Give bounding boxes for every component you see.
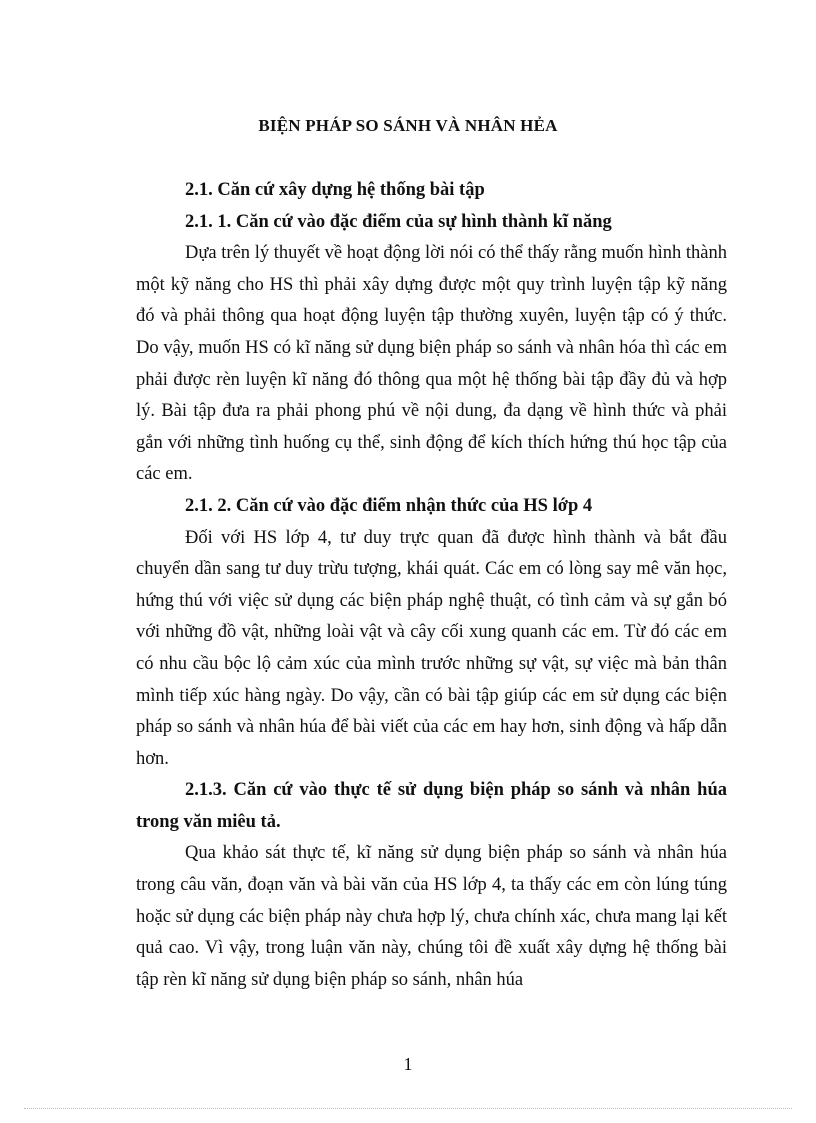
page-number: 1 — [403, 1054, 413, 1074]
heading-2-1-1: 2.1. 1. Căn cứ vào đặc điểm của sự hình thành kĩ năng — [185, 211, 612, 232]
heading-2-1: 2.1. Căn cứ xây dựng hệ thống bài tập — [185, 180, 485, 200]
paragraph-2: Đối với HS lớp 4, tư duy trực quan đã được hình thành và bắt đầu chuyển dần sang tư duy trừu tượng, khái quát. Các em có lòng say mê văn học, hứng thú với việc sử dụng các biện pháp nghệ thuật, có tình cảm và sự gắn bó với những đồ vật, những loài vật và cây cối xung quanh các em. Từ đó các em có nhu cầu bộc lộ cảm xúc của mình trước những sự vật, sự việc mà bản thân mình tiếp xúc hàng ngày. Do vậy, cần có bài tập giúp các em sử dụng các biện pháp so sánh và nhân húa để bài viết của các em hay hơn, sinh động và hấp dẫn hơn. — [136, 527, 727, 769]
paragraph-1: Dựa trên lý thuyết về hoạt động lời nói có thể thấy rằng muốn hình thành một kỹ năng cho HS thì phải xây dựng được một quy trình luyện tập kỹ năng đó và phải thông qua hoạt động luyện tập thường xuyên, luyện tập có ý thức. Do vậy, muốn HS có kĩ năng sử dụng biện pháp so sánh và nhân hóa thì các em phải được rèn luyện kĩ năng đó thông qua một hệ thống bài tập đầy đủ và hợp lý. Bài tập đưa ra phải phong phú về nội dung, đa dạng về hình thức và phải gắn với những tình huống cụ thể, sinh động để kích thích hứng thú học tập của các em. — [136, 243, 727, 485]
document-title: BIỆN PHÁP SO SÁNH VÀ NHÂN HẺA — [258, 116, 558, 135]
paragraph-3: Qua khảo sát thực tế, kĩ năng sử dụng biện pháp so sánh và nhân húa trong câu văn, đoạn văn và bài văn của HS lớp 4, ta thấy các em còn lúng túng hoặc sử dụng các biện pháp này chưa hợp lý, chưa chính xác, chưa mang lại kết quả cao. Vì vậy, trong luận văn này, chúng tôi đề xuất xây dựng hệ thống bài tập rèn kĩ năng sử dụng biện pháp so sánh, nhân húa — [136, 843, 727, 990]
document-body — [136, 175, 727, 996]
heading-2-1-3: 2.1.3. Căn cứ vào thực tế sử dụng biện pháp so sánh và nhân húa trong văn miêu tả. — [136, 780, 727, 832]
page-boundary-divider — [24, 1108, 792, 1109]
heading-2-1-2: 2.1. 2. Căn cứ vào đặc điểm nhận thức của HS lớp 4 — [185, 495, 593, 516]
